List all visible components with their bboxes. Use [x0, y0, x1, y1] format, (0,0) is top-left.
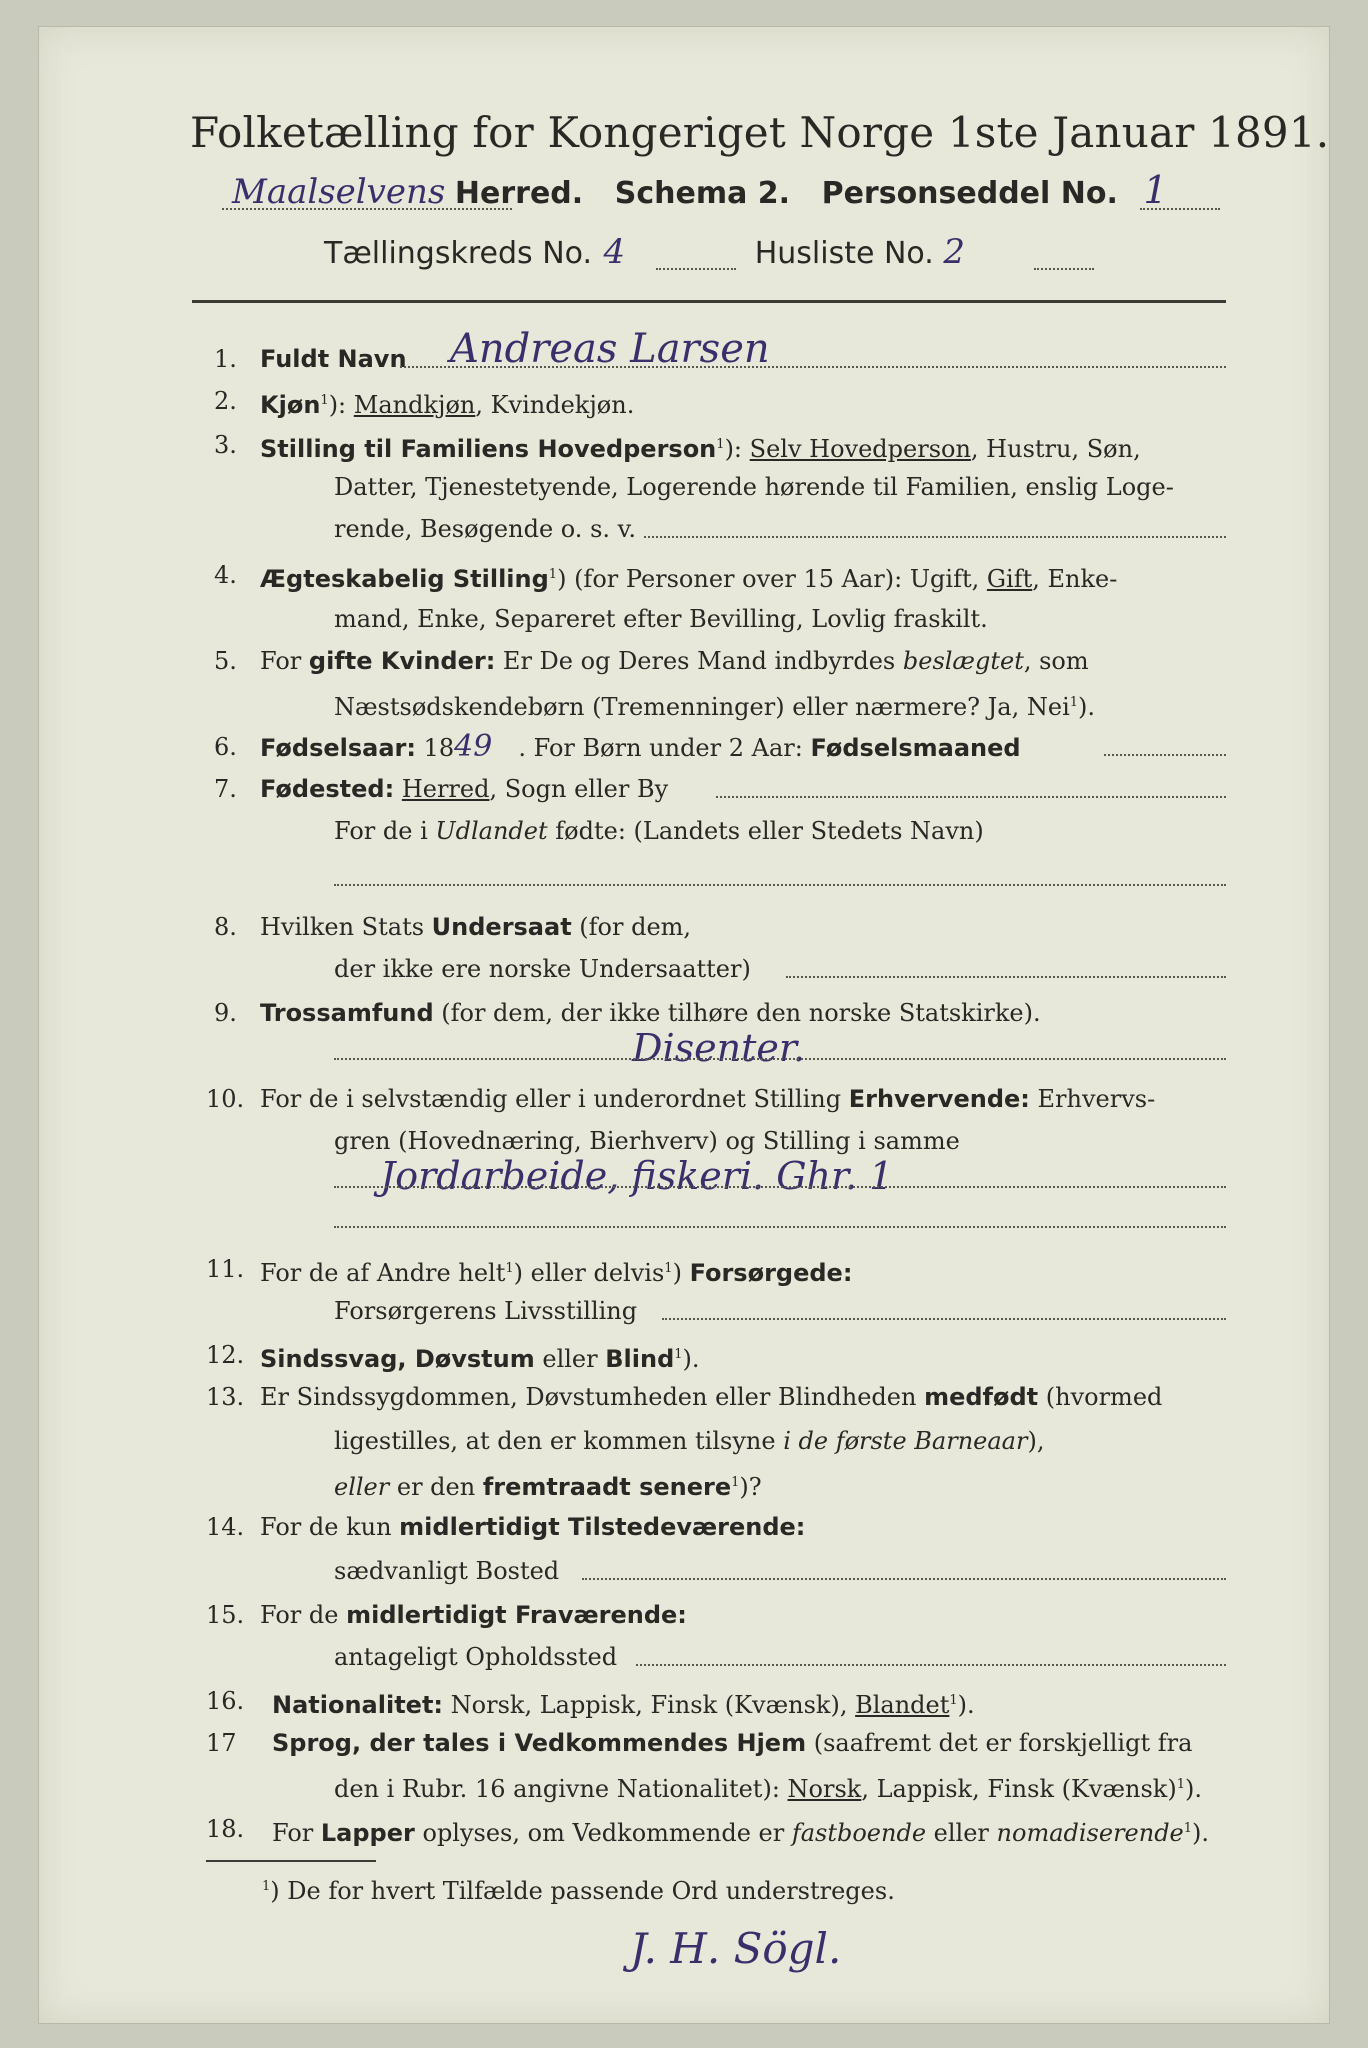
- foreign-birthplace-dotline: [334, 884, 1226, 886]
- provider-dotline: [662, 1318, 1226, 1320]
- birthplace-dotline: [716, 796, 1226, 798]
- item-3-number: 3.: [214, 431, 237, 459]
- married-women-label: gifte Kvinder:: [308, 647, 496, 675]
- item-9-number: 9.: [214, 999, 237, 1027]
- birth-month-dotline: [1104, 754, 1226, 756]
- religion-label: Trossamfund: [260, 999, 434, 1027]
- item-7-number: 7.: [214, 775, 237, 803]
- sex-label: Kjøn: [260, 391, 321, 419]
- kreds-label: Tællingskreds No.: [324, 236, 592, 271]
- item-4-line2: mand, Enke, Separeret efter Bevilling, Lovlig fraskilt.: [334, 605, 988, 633]
- congenital-label: medfødt: [924, 1383, 1039, 1411]
- temporary-absent-label: midlertidigt Fraværende:: [346, 1601, 687, 1629]
- religion-dotline: [334, 1058, 1226, 1060]
- item-18-number: 18.: [206, 1815, 245, 1843]
- item-14-number: 14.: [206, 1513, 245, 1541]
- item-17-row: Sprog, der tales i Vedkommendes Hjem (saafremt det er forskjelligt fra: [272, 1729, 1193, 1757]
- citizenship-dotline: [786, 976, 1226, 978]
- language-selected: Norsk: [787, 1775, 862, 1803]
- item-11-line2: Forsørgerens Livsstilling: [334, 1297, 638, 1325]
- nationality-label: Nationalitet:: [272, 1691, 444, 1719]
- husliste-dotline: [1034, 268, 1094, 270]
- item-6-number: 6.: [214, 733, 237, 761]
- item-15-row: For de midlertidigt Fraværende:: [260, 1601, 687, 1629]
- family-position-selected: Selv Hovedperson: [749, 435, 971, 463]
- footnote-rule: [206, 1860, 376, 1862]
- item-7-row: Fødested: Herred, Sogn eller By: [260, 775, 669, 803]
- occupation-label: Erhvervende:: [848, 1085, 1030, 1113]
- item-16-number: 16.: [206, 1687, 245, 1715]
- personseddel-label: Personseddel No.: [821, 176, 1118, 211]
- item-15-line2: antageligt Opholdssted: [334, 1643, 618, 1671]
- husliste-label: Husliste No.: [754, 236, 934, 271]
- nationality-selected: Blandet: [855, 1691, 950, 1719]
- item-3-dotline: [644, 536, 1226, 538]
- item-13-line2: ligestilles, at den er kommen tilsyne i de første Barneaar),: [334, 1427, 1045, 1455]
- full-name-value: Andreas Larsen: [450, 326, 770, 372]
- disability-label: Sindssvag, Døvstum: [260, 1345, 535, 1373]
- herred-value: Maalselvens: [232, 172, 446, 212]
- marital-status-label: Ægteskabelig Stilling: [260, 565, 549, 593]
- sex-selected: Mandkjøn: [353, 391, 476, 419]
- item-4-row: Ægteskabelig Stilling$^1$) (for Personer over 15 Aar): Ugift, Gift, Enke-: [260, 565, 1118, 593]
- item-7-line2: For de i Udlandet fødte: (Landets eller Stedets Navn): [334, 817, 984, 845]
- item-18-row: For Lapper oplyses, om Vedkommende er fastboende eller nomadiserende$^1$).: [272, 1819, 1210, 1847]
- birth-year-value: 49: [454, 729, 493, 764]
- personseddel-value: 1: [1143, 168, 1168, 212]
- item-9-row: Trossamfund (for dem, der ikke tilhøre den norske Statskirke).: [260, 999, 1041, 1027]
- footnote: $^1$) De for hvert Tilfælde passende Ord understreges.: [262, 1877, 895, 1905]
- item-14-row: For de kun midlertidigt Tilstedeværende:: [260, 1513, 806, 1541]
- personseddel-dotline: [1140, 208, 1220, 210]
- item-11-row: For de af Andre helt$^1$) eller delvis$^1$) Forsørgede:: [260, 1259, 853, 1287]
- item-6-row: Fødselsaar: 1849 . For Børn under 2 Aar: Fødselsmaaned: [260, 729, 1021, 764]
- item-10-row: For de i selvstændig eller i underordnet Stilling Erhvervende: Erhvervs-: [260, 1085, 1156, 1113]
- language-label: Sprog, der tales i Vedkommendes Hjem: [272, 1729, 807, 1757]
- item-14-line2: sædvanligt Bosted: [334, 1557, 560, 1585]
- husliste-value: 2: [943, 232, 965, 272]
- item-12-row: Sindssvag, Døvstum eller Blind$^1$).: [260, 1345, 700, 1373]
- herred-dotline: [222, 208, 512, 210]
- item-5-number: 5.: [214, 647, 237, 675]
- stay-place-dotline: [636, 1664, 1226, 1666]
- item-17-number: 17: [206, 1729, 237, 1757]
- birthplace-selected: Herred: [401, 775, 490, 803]
- birthplace-label: Fødested:: [260, 775, 395, 803]
- lapps-label: Lapper: [320, 1819, 415, 1847]
- header-rule: [192, 300, 1226, 303]
- item-13-line3: eller er den fremtraadt senere$^1$)?: [334, 1473, 762, 1501]
- schema-label: Schema 2.: [614, 176, 791, 211]
- kreds-value: 4: [603, 232, 626, 272]
- form-title: Folketælling for Kongeriget Norge 1ste Januar 1891.: [190, 108, 1330, 157]
- marital-status-selected: Gift: [986, 565, 1033, 593]
- item-16-row: Nationalitet: Norsk, Lappisk, Finsk (Kvænsk), Blandet$^1$).: [272, 1691, 975, 1719]
- item-2-row: Kjøn$^1$): Mandkjøn, Kvindekjøn.: [260, 391, 635, 419]
- item-1-row: [260, 344, 407, 374]
- item-3-line2: Datter, Tjenestetyende, Logerende hørende til Familien, enslig Loge-: [334, 473, 1174, 501]
- item-8-row: Hvilken Stats Undersaat (for dem,: [260, 913, 692, 941]
- item-15-number: 15.: [206, 1601, 245, 1629]
- occupation-dotline-2: [334, 1226, 1226, 1228]
- family-position-label: Stilling til Familiens Hovedperson: [260, 435, 717, 463]
- item-11-number: 11.: [206, 1255, 245, 1283]
- item-17-line2: den i Rubr. 16 angivne Nationalitet): Norsk, Lappisk, Finsk (Kvænsk)$^1$).: [334, 1775, 1202, 1803]
- herred-label: Herred.: [454, 176, 584, 211]
- item-13-row: Er Sindssygdommen, Døvstumheden eller Blindheden medfødt (hvormed: [260, 1383, 1163, 1411]
- item-10-line2: gren (Hovednæring, Bierhverv) og Stilling i samme: [334, 1127, 960, 1155]
- item-1-number: 1.: [214, 345, 237, 373]
- item-2-number: 2.: [214, 387, 237, 415]
- kreds-line: [324, 232, 965, 274]
- birth-year-label: Fødselsaar:: [260, 734, 416, 762]
- religion-value: Disenter.: [632, 1026, 805, 1070]
- item-4-number: 4.: [214, 561, 237, 589]
- item-3-row: Stilling til Familiens Hovedperson$^1$): Selv Hovedperson, Hustru, Søn,: [260, 435, 1141, 463]
- dependents-label: Forsørgede:: [689, 1259, 853, 1287]
- citizenship-label: Undersaat: [431, 913, 572, 941]
- signature: J. H. Sögl.: [630, 1924, 842, 1973]
- kreds-dotline: [656, 268, 736, 270]
- usual-residence-dotline: [582, 1578, 1226, 1580]
- item-13-number: 13.: [206, 1383, 245, 1411]
- item-8-number: 8.: [214, 913, 237, 941]
- item-5-row: For gifte Kvinder: Er De og Deres Mand indbyrdes beslægtet, som: [260, 647, 1089, 675]
- item-8-line2: der ikke ere norske Undersaatter): [334, 955, 751, 983]
- item-3-line3: rende, Besøgende o. s. v.: [334, 515, 636, 543]
- occupation-value: Jordarbeide, fiskeri. Ghr. 1: [380, 1154, 894, 1198]
- item-10-number: 10.: [206, 1085, 245, 1113]
- item-12-number: 12.: [206, 1341, 245, 1369]
- full-name-dotline: [400, 366, 1226, 368]
- full-name-label: Fuldt Navn: [260, 345, 407, 373]
- temporary-present-label: midlertidigt Tilstedeværende:: [399, 1513, 806, 1541]
- item-5-line2: Næstsødskendebørn (Tremenninger) eller nærmere? Ja, Nei$^1$).: [334, 693, 1096, 721]
- occupation-dotline-1: [334, 1186, 1226, 1188]
- birth-month-label: Fødselsmaaned: [810, 734, 1021, 762]
